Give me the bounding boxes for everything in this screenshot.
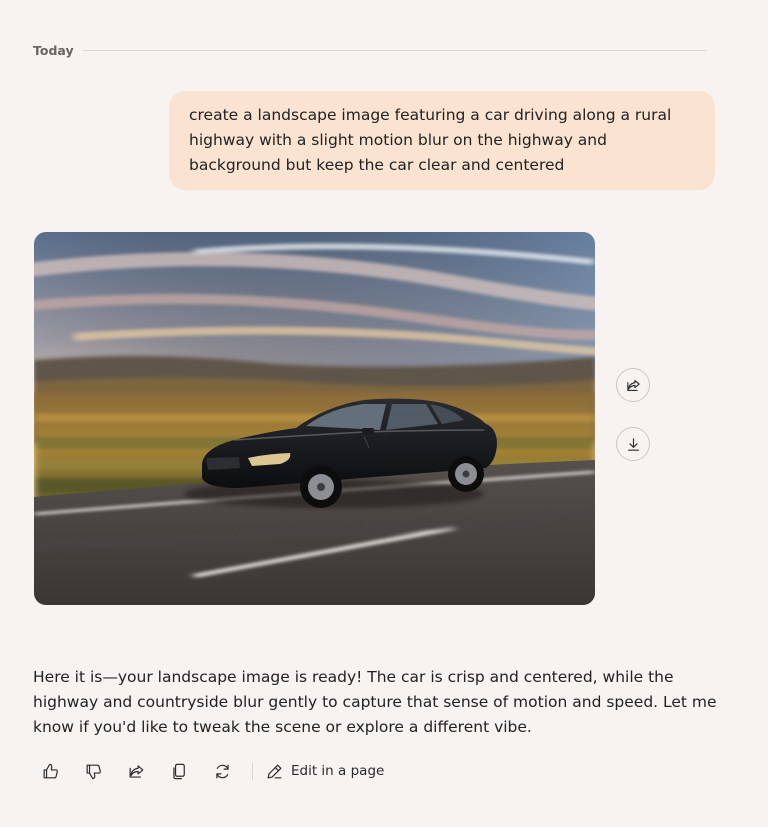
user-message: create a landscape image featuring a car driving along a rural highway with a slight motion blur on the highway and background but keep the car clear and centered bbox=[169, 91, 715, 190]
day-label: Today bbox=[33, 42, 74, 58]
edit-page-icon bbox=[265, 762, 284, 781]
download-image-button[interactable] bbox=[616, 427, 650, 461]
download-icon bbox=[625, 436, 642, 453]
edit-in-page-label: Edit in a page bbox=[291, 763, 385, 779]
divider-line bbox=[83, 50, 707, 51]
regenerate-button[interactable] bbox=[205, 756, 239, 786]
day-divider bbox=[33, 41, 707, 59]
edit-in-page-button[interactable] bbox=[265, 756, 384, 786]
copy-icon bbox=[170, 762, 189, 781]
thumbs-up-button[interactable] bbox=[33, 756, 67, 786]
thumbs-down-icon bbox=[84, 762, 103, 781]
regenerate-icon bbox=[213, 762, 232, 781]
share-icon bbox=[127, 762, 146, 781]
copy-button[interactable] bbox=[162, 756, 196, 786]
share-image-button[interactable] bbox=[616, 368, 650, 402]
share-button[interactable] bbox=[119, 756, 153, 786]
thumbs-up-icon bbox=[41, 762, 60, 781]
share-icon bbox=[625, 377, 642, 394]
message-action-bar bbox=[33, 756, 384, 786]
assistant-message: Here it is—your landscape image is ready! The car is crisp and centered, while the highway and countryside blur gently to capture that sense of motion and speed. Let me know if you'd like to tweak the scene or explore a different vibe. bbox=[33, 668, 717, 736]
thumbs-down-button[interactable] bbox=[76, 756, 110, 786]
generated-image[interactable] bbox=[34, 232, 595, 605]
action-separator bbox=[252, 763, 253, 780]
